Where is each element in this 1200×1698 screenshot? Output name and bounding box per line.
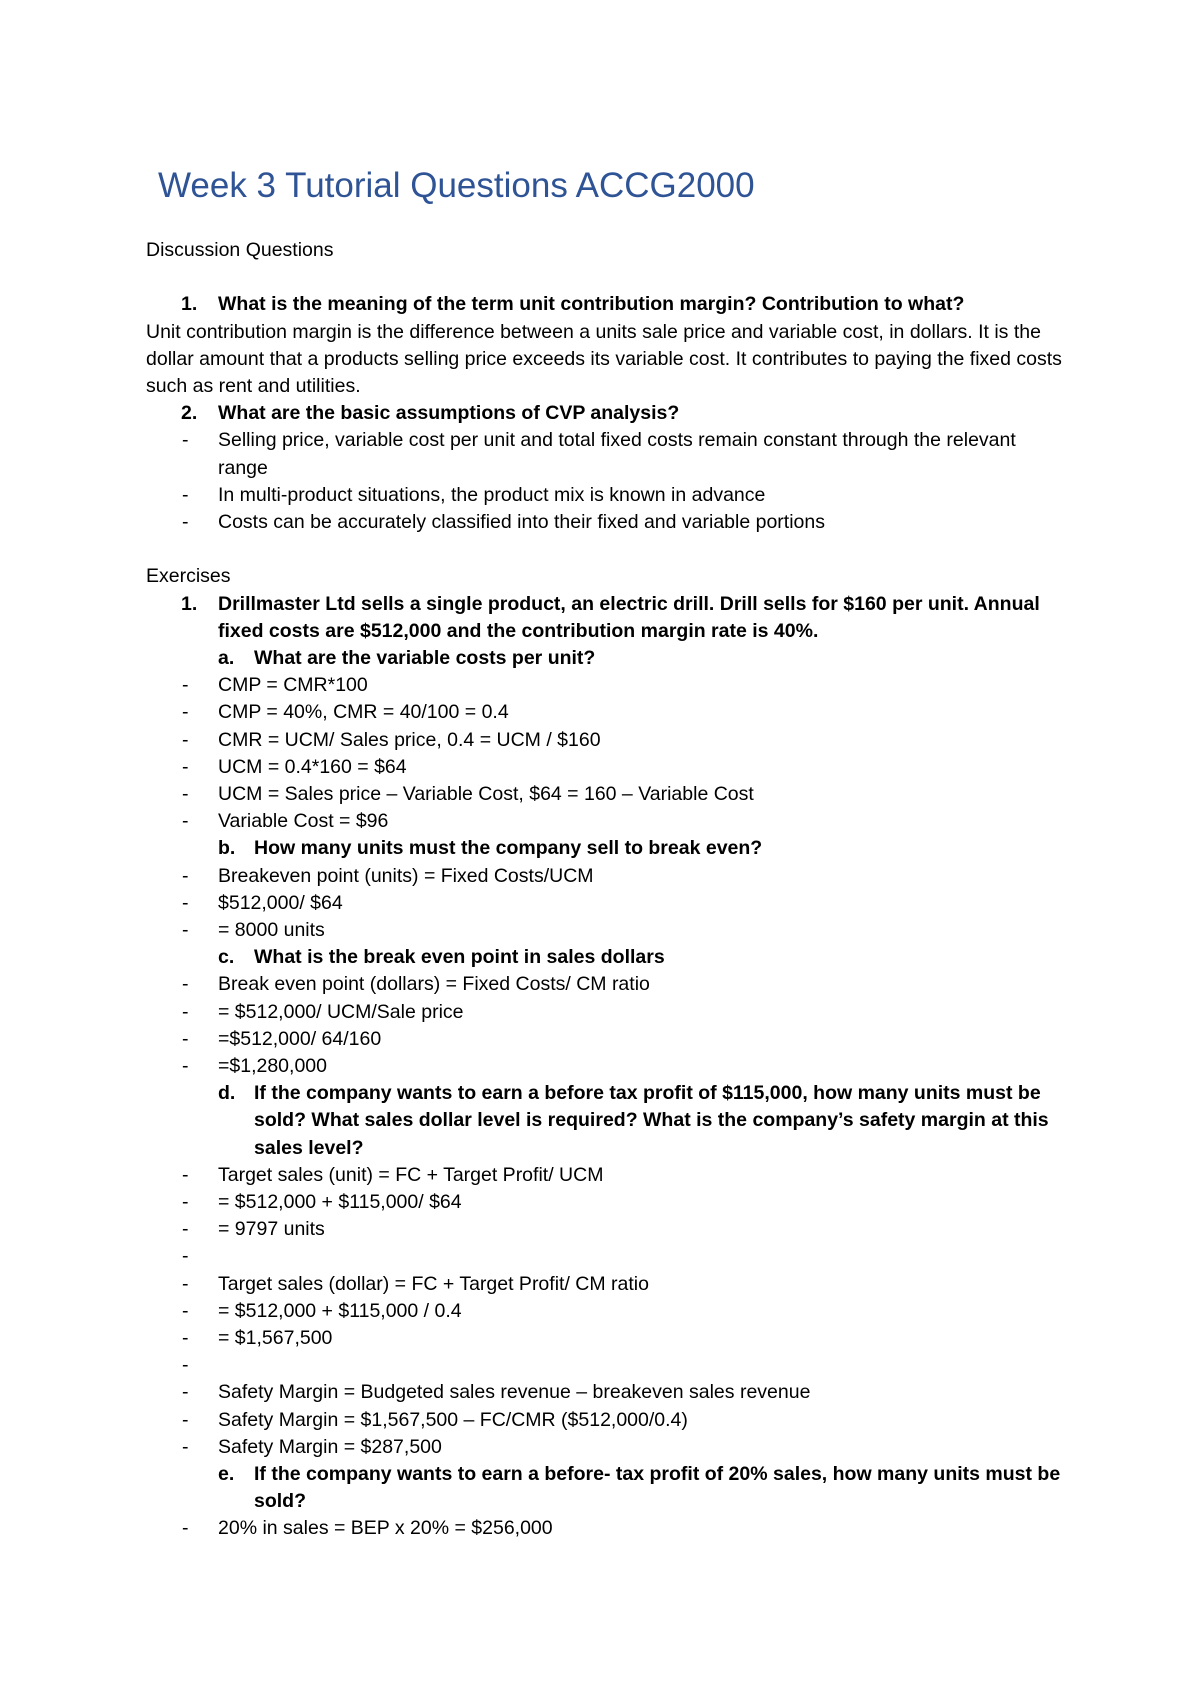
working-line <box>146 971 1066 998</box>
working-line <box>146 699 1066 726</box>
working-line <box>146 999 1066 1026</box>
working-line <box>146 863 1066 890</box>
working-text: Target sales (unit) = FC + Target Profit/ UCM <box>218 1163 604 1186</box>
dash-marker: - <box>182 728 189 751</box>
dash-marker: - <box>182 483 189 506</box>
working-text: = 8000 units <box>218 919 325 942</box>
bullet-line <box>146 427 1066 481</box>
working-text: $512,000/ $64 <box>218 891 343 914</box>
working-text: = 9797 units <box>218 1218 325 1241</box>
working-line <box>146 917 1066 944</box>
working-text: =$1,280,000 <box>218 1055 327 1078</box>
sub-question-c <box>146 944 1066 971</box>
dash-marker: - <box>182 674 189 697</box>
bullet-text: Selling price, variable cost per unit and total fixed costs remain constant through the relevant range <box>218 429 1016 479</box>
working-text: Breakeven point (units) = Fixed Costs/UCM <box>218 864 594 887</box>
dash-marker: - <box>182 1027 189 1050</box>
working-text: 20% in sales = BEP x 20% = $256,000 <box>218 1517 553 1540</box>
dash-marker: - <box>182 1245 189 1268</box>
sub-question-d <box>146 1080 1066 1162</box>
sub-question-text: How many units must the company sell to break even? <box>254 837 763 860</box>
working-text: UCM = Sales price – Variable Cost, $64 = 160 – Variable Cost <box>218 783 754 806</box>
working-text: Break even point (dollars) = Fixed Costs/ CM ratio <box>218 973 650 996</box>
question-text: What is the meaning of the term unit contribution margin? Contribution to what? <box>218 293 965 316</box>
dash-marker: - <box>182 1055 189 1078</box>
exercise-question-1 <box>146 591 1066 645</box>
working-line <box>146 1162 1066 1189</box>
working-text: =$512,000/ 64/160 <box>218 1027 382 1050</box>
working-line <box>146 1189 1066 1216</box>
dash-marker: - <box>182 1191 189 1214</box>
dash-marker: - <box>182 1218 189 1241</box>
sub-question-b <box>146 835 1066 862</box>
working-text: Safety Margin = $1,567,500 – FC/CMR ($512,000/0.4) <box>218 1408 688 1431</box>
sub-question-text: If the company wants to earn a before tax profit of $115,000, how many units must be sold? What sales dollar level is required? What is the company’s safety margin at this sales level? <box>254 1082 1049 1159</box>
working-line <box>146 1325 1066 1352</box>
working-line <box>146 1243 1066 1270</box>
discussion-answer-1: Unit contribution margin is the difference between a units sale price and variable cost, in dollars. It is the dollar amount that a products selling price exceeds its variable cost. It contributes to paying the fixed costs such as rent and utilities. <box>146 320 1062 397</box>
sub-label: a. <box>218 647 235 670</box>
dash-marker: - <box>182 429 189 452</box>
working-line <box>146 1026 1066 1053</box>
working-line <box>146 1298 1066 1325</box>
dash-marker: - <box>182 1354 189 1377</box>
working-text: UCM = 0.4*160 = $64 <box>218 755 407 778</box>
working-text: Safety Margin = Budgeted sales revenue – breakeven sales revenue <box>218 1381 811 1404</box>
sub-question-text: What is the break even point in sales dollars <box>254 946 665 969</box>
list-number: 2. <box>181 402 198 425</box>
working-text: CMP = CMR*100 <box>218 674 368 697</box>
bullet-text: In multi-product situations, the product mix is known in advance <box>218 483 766 506</box>
spacer <box>146 264 1066 291</box>
working-line <box>146 1434 1066 1461</box>
dash-marker: - <box>182 891 189 914</box>
dash-marker: - <box>182 701 189 724</box>
dash-marker: - <box>182 1272 189 1295</box>
working-line <box>146 1271 1066 1298</box>
working-line <box>146 1407 1066 1434</box>
dash-marker: - <box>182 919 189 942</box>
page-title: Week 3 Tutorial Questions ACCG2000 <box>158 166 755 205</box>
dash-marker: - <box>182 1435 189 1458</box>
document-body <box>146 237 1066 1543</box>
working-text: = $512,000 + $115,000/ $64 <box>218 1191 462 1214</box>
sub-label: e. <box>218 1463 235 1486</box>
question-text: Drillmaster Ltd sells a single product, an electric drill. Drill sells for $160 per unit. Annual fixed costs are $512,000 and the contribution margin rate is 40%. <box>218 592 1040 642</box>
discussion-question-1 <box>146 291 1066 318</box>
bullet-text: Costs can be accurately classified into their fixed and variable portions <box>218 511 825 534</box>
working-text: = $512,000 + $115,000 / 0.4 <box>218 1299 462 1322</box>
working-text: Target sales (dollar) = FC + Target Profit/ CM ratio <box>218 1272 649 1295</box>
list-number: 1. <box>181 293 198 316</box>
working-text: CMR = UCM/ Sales price, 0.4 = UCM / $160 <box>218 728 601 751</box>
dash-marker: - <box>182 755 189 778</box>
working-line <box>146 727 1066 754</box>
bullet-line <box>146 509 1066 536</box>
dash-marker: - <box>182 810 189 833</box>
working-text: Safety Margin = $287,500 <box>218 1435 442 1458</box>
dash-marker: - <box>182 973 189 996</box>
spacer <box>146 536 1066 563</box>
exercises-heading: Exercises <box>146 565 231 588</box>
dash-marker: - <box>182 783 189 806</box>
working-line <box>146 890 1066 917</box>
working-line <box>146 1216 1066 1243</box>
dash-marker: - <box>182 1327 189 1350</box>
dash-marker: - <box>182 1163 189 1186</box>
working-line <box>146 808 1066 835</box>
discussion-question-2 <box>146 400 1066 427</box>
discussion-heading: Discussion Questions <box>146 239 334 261</box>
working-line <box>146 1053 1066 1080</box>
dash-marker: - <box>182 1381 189 1404</box>
dash-marker: - <box>182 1408 189 1431</box>
bullet-line <box>146 482 1066 509</box>
list-number: 1. <box>181 592 198 615</box>
dash-marker: - <box>182 1517 189 1540</box>
dash-marker: - <box>182 511 189 534</box>
sub-question-text: What are the variable costs per unit? <box>254 647 596 670</box>
working-line <box>146 1379 1066 1406</box>
working-text: CMP = 40%, CMR = 40/100 = 0.4 <box>218 701 509 724</box>
working-text: Variable Cost = $96 <box>218 810 389 833</box>
working-text: = $1,567,500 <box>218 1327 333 1350</box>
dash-marker: - <box>182 1000 189 1023</box>
sub-label: c. <box>218 946 235 969</box>
sub-label: b. <box>218 837 236 860</box>
dash-marker: - <box>182 864 189 887</box>
working-line <box>146 1515 1066 1542</box>
working-line <box>146 1352 1066 1379</box>
working-line <box>146 781 1066 808</box>
working-line <box>146 754 1066 781</box>
working-text: = $512,000/ UCM/Sale price <box>218 1000 464 1023</box>
sub-question-e <box>146 1461 1066 1515</box>
question-text: What are the basic assumptions of CVP analysis? <box>218 402 680 425</box>
sub-label: d. <box>218 1082 236 1105</box>
dash-marker: - <box>182 1299 189 1322</box>
sub-question-text: If the company wants to earn a before- tax profit of 20% sales, how many units must be sold? <box>254 1463 1061 1513</box>
working-line <box>146 672 1066 699</box>
sub-question-a <box>146 645 1066 672</box>
